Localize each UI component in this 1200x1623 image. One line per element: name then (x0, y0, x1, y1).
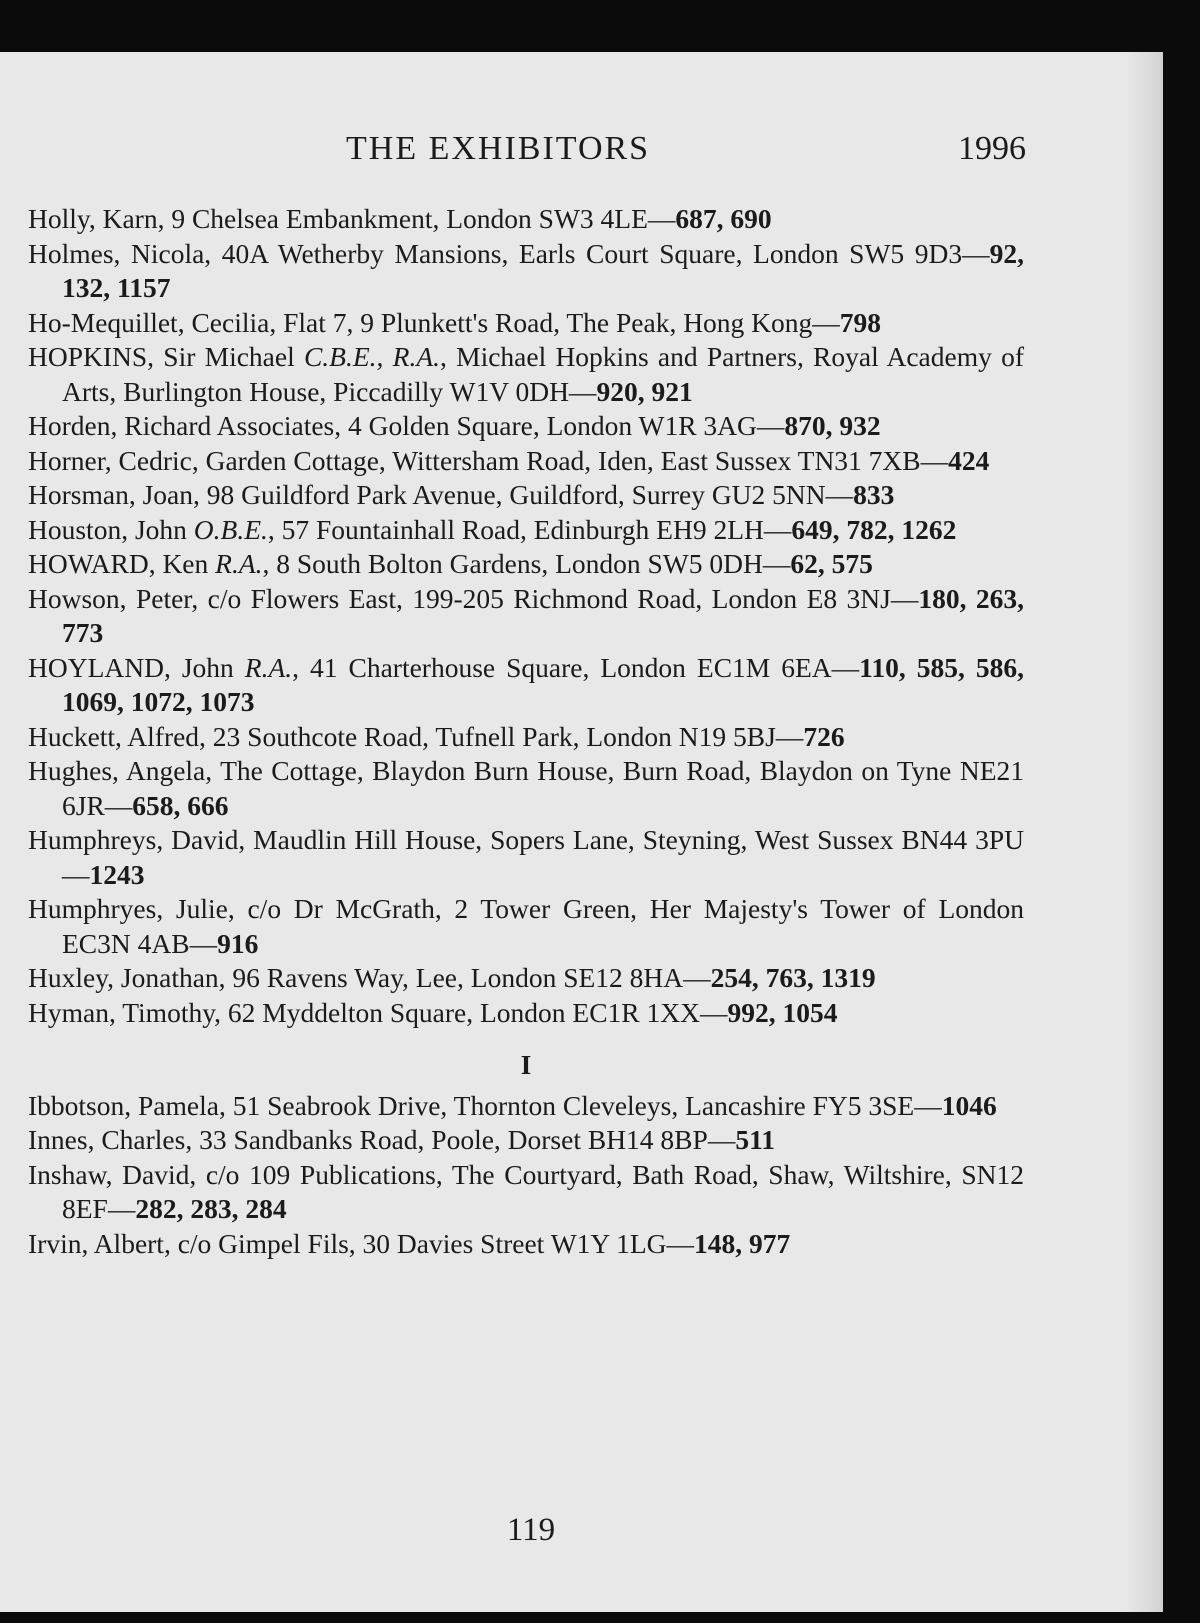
exhibitor-entry (28, 892, 1024, 961)
entry-address: , 8 South Bolton Gardens, London SW5 0DH— (262, 548, 791, 579)
entry-text: HOWARD, Ken (28, 548, 216, 579)
exhibitor-entry (28, 409, 1024, 444)
exhibitor-entry (28, 340, 1024, 409)
exhibitor-entry (28, 547, 1024, 582)
exhibitor-entry (28, 202, 1024, 237)
catalogue-numbers: 726 (803, 720, 845, 752)
exhibitor-entry (28, 444, 1024, 479)
exhibitor-entry (28, 513, 1024, 548)
entry-honours: R.A. (215, 548, 263, 579)
exhibitor-entry (28, 478, 1024, 513)
running-head-year: 1996 (958, 130, 1026, 167)
catalogue-numbers: 148, 977 (694, 1227, 791, 1259)
entry-text: HOPKINS, Sir Michael (28, 341, 304, 372)
entry-text: Humphryes, Julie, c/o Dr McGrath, 2 Tower Green, Her Majesty's Tower of London EC3N 4AB— (28, 893, 1024, 959)
exhibitor-entry (28, 823, 1024, 892)
running-head (0, 130, 1160, 180)
entry-text: Innes, Charles, 33 Sandbanks Road, Poole, Dorset BH14 8BP— (28, 1124, 736, 1155)
entry-text: Hyman, Timothy, 62 Myddelton Square, London EC1R 1XX— (28, 996, 728, 1028)
catalogue-numbers: 658, 666 (132, 789, 229, 821)
entry-text: Huckett, Alfred, 23 Southcote Road, Tufnell Park, London N19 5BJ— (28, 720, 804, 752)
catalogue-numbers: 282, 283, 284 (135, 1193, 287, 1224)
catalogue-numbers: 798 (839, 306, 882, 338)
catalogue-numbers: 511 (735, 1124, 776, 1155)
catalogue-numbers: 424 (948, 444, 990, 476)
catalogue-numbers: 1243 (89, 858, 145, 890)
entry-text: Houston, John (28, 513, 194, 545)
exhibitor-entry (28, 1227, 1024, 1262)
book-page (0, 52, 1163, 1612)
catalogue-numbers: 992, 1054 (727, 996, 838, 1028)
exhibitor-entry (28, 996, 1024, 1031)
entry-text: HOYLAND, John (28, 651, 245, 683)
entry-text: Holmes, Nicola, 40A Wetherby Mansions, Earls Court Square, London SW5 9D3— (28, 237, 990, 269)
entry-text: Holly, Karn, 9 Chelsea Embankment, London SW3 4LE— (28, 203, 676, 234)
catalogue-numbers: 833 (853, 479, 895, 510)
catalogue-numbers: 1046 (941, 1089, 997, 1121)
page-edge (1126, 52, 1160, 1612)
entry-text: Horden, Richard Associates, 4 Golden Square, London W1R 3AG— (28, 410, 785, 441)
catalogue-numbers: 92, 132, 1157 (62, 237, 1024, 303)
exhibitor-entry (28, 1123, 1024, 1158)
catalogue-numbers: 920, 921 (596, 375, 693, 407)
entry-honours: R.A. (244, 651, 293, 683)
entry-text: Irvin, Albert, c/o Gimpel Fils, 30 Davies Street W1Y 1LG— (28, 1227, 695, 1259)
catalogue-numbers: 649, 782, 1262 (791, 513, 957, 545)
entry-text: Horsman, Joan, 98 Guildford Park Avenue, Guildford, Surrey GU2 5NN— (28, 479, 854, 510)
entry-text: Humphreys, David, Maudlin Hill House, Sopers Lane, Steyning, West Sussex BN44 3PU— (28, 824, 1024, 890)
i-entries (28, 1089, 1024, 1262)
entry-text: Ibbotson, Pamela, 51 Seabrook Drive, Thornton Cleveleys, Lancashire FY5 3SE— (28, 1089, 942, 1121)
entry-address: , 41 Charterhouse Square, London EC1M 6EA— (292, 651, 860, 683)
exhibitor-entry (28, 961, 1024, 996)
exhibitor-entry (28, 237, 1024, 306)
entry-address: , Michael Hopkins and Partners, Royal Academy of Arts, Burlington House, Piccadilly W1V 0DH— (62, 341, 1024, 407)
catalogue-numbers: 916 (217, 927, 259, 959)
catalogue-numbers: 254, 763, 1319 (710, 962, 876, 993)
entry-address: , 57 Fountainhall Road, Edinburgh EH9 2LH— (267, 513, 792, 545)
catalogue-numbers: 62, 575 (790, 548, 873, 579)
exhibitor-entry (28, 754, 1024, 823)
entry-honours: O.B.E. (193, 513, 268, 545)
section-letter: I (520, 1050, 532, 1080)
entry-honours: C.B.E., R.A. (303, 341, 440, 372)
entry-text: Ho-Mequillet, Cecilia, Flat 7, 9 Plunkett's Road, The Peak, Hong Kong— (28, 306, 840, 338)
page-number: 119 (506, 1512, 556, 1548)
running-head-title: THE EXHIBITORS (346, 130, 651, 167)
catalogue-numbers: 110, 585, 586, 1069, 1072, 1073 (62, 651, 1025, 717)
entry-text: Inshaw, David, c/o 109 Publications, The Courtyard, Bath Road, Shaw, Wiltshire, SN12 8EF— (28, 1158, 1024, 1224)
exhibitor-entry (28, 720, 1024, 755)
exhibitor-entry (28, 651, 1024, 720)
catalogue-numbers: 870, 932 (784, 410, 881, 441)
exhibitor-entry (28, 306, 1024, 341)
entry-text: Horner, Cedric, Garden Cottage, Wittersham Road, Iden, East Sussex TN31 7XB— (28, 444, 949, 476)
catalogue-numbers: 180, 263, 773 (62, 582, 1024, 648)
entry-text: Hughes, Angela, The Cottage, Blaydon Burn House, Burn Road, Blaydon on Tyne NE21 6JR— (28, 755, 1024, 821)
entry-text: Howson, Peter, c/o Flowers East, 199-205 Richmond Road, London E8 3NJ— (28, 582, 919, 614)
catalogue-numbers: 687, 690 (675, 203, 772, 234)
exhibitor-entry (28, 582, 1024, 651)
exhibitor-entry (28, 1158, 1024, 1227)
exhibitor-list (28, 202, 1024, 1261)
exhibitor-entry (28, 1089, 1024, 1124)
h-entries (28, 202, 1024, 1030)
entry-text: Huxley, Jonathan, 96 Ravens Way, Lee, London SE12 8HA— (28, 962, 711, 993)
